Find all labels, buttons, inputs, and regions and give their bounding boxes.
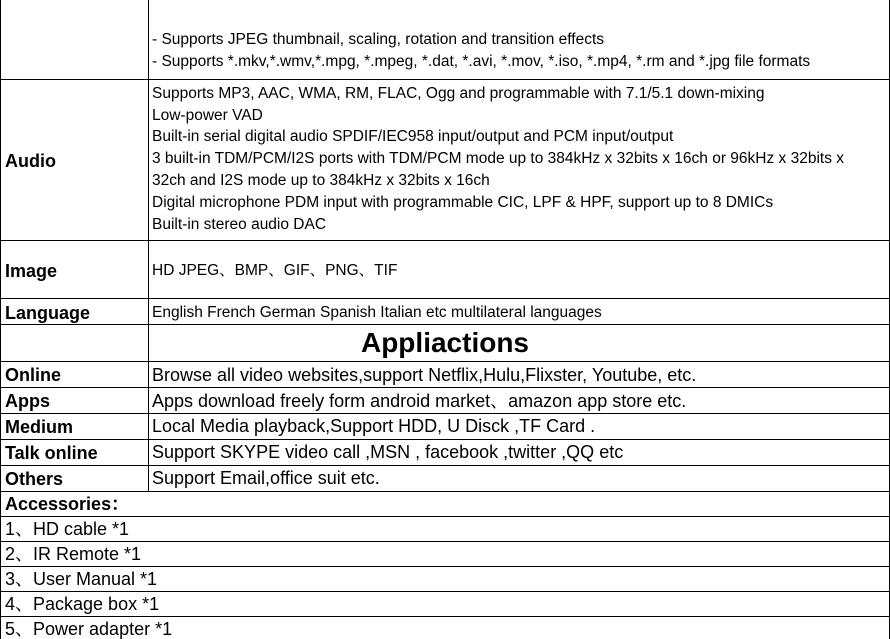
image-value: HD JPEG、BMP、GIF、PNG、TIF bbox=[152, 262, 398, 279]
app-row-label: Others bbox=[5, 469, 64, 489]
app-row-label: Talk online bbox=[5, 443, 98, 463]
row-divider bbox=[0, 516, 890, 517]
accessory-item: 5、Power adapter *1 bbox=[5, 619, 173, 639]
audio-line: Built-in stereo audio DAC bbox=[152, 216, 327, 233]
accessory-item: 3、User Manual *1 bbox=[5, 569, 158, 589]
accessory-item: 4、Package box *1 bbox=[5, 594, 160, 614]
app-row-value: Support Email,office suit etc. bbox=[152, 468, 380, 488]
app-row-label: Online bbox=[5, 365, 62, 385]
row-divider bbox=[0, 491, 890, 492]
accessory-item: 2、IR Remote *1 bbox=[5, 544, 142, 564]
audio-label: Audio bbox=[5, 151, 56, 171]
image-label: Image bbox=[5, 261, 58, 281]
table-left-border bbox=[0, 0, 1, 639]
row-divider bbox=[0, 541, 890, 542]
language-value: English French German Spanish Italian etc multilateral languages bbox=[152, 304, 602, 321]
app-row-label: Medium bbox=[5, 417, 74, 437]
row-divider bbox=[0, 566, 890, 567]
row-divider bbox=[0, 413, 890, 414]
language-label: Language bbox=[5, 303, 91, 323]
column-divider bbox=[148, 0, 149, 492]
audio-line: 3 built-in TDM/PCM/I2S ports with TDM/PCM mode up to 384kHz x 32bits x 16ch or 96kHz x 32bits x bbox=[152, 150, 845, 167]
accessories-title: Accessories： bbox=[5, 494, 130, 514]
row-divider bbox=[0, 387, 890, 388]
audio-line: Built-in serial digital audio SPDIF/IEC958 input/output and PCM input/output bbox=[152, 128, 674, 145]
app-row-value: Browse all video websites,support Netflix,Hulu,Flixster, Youtube, etc. bbox=[152, 365, 697, 385]
audio-line: 32ch and I2S mode up to 384kHz x 32bits x 16ch bbox=[152, 172, 490, 189]
row-divider bbox=[0, 465, 890, 466]
audio-cell bbox=[149, 80, 889, 240]
app-row-value: Local Media playback,Support HDD, U Disck ,TF Card . bbox=[152, 416, 596, 436]
row-divider bbox=[0, 439, 890, 440]
row-divider bbox=[0, 324, 890, 325]
app-row-value: Apps download freely form android market、amazon app store etc. bbox=[152, 391, 687, 411]
audio-line: Digital microphone PDM input with programmable CIC, LPF & HPF, support up to 8 DMICs bbox=[152, 194, 774, 211]
applications-title: Appliactions bbox=[360, 327, 529, 358]
app-row-label: Apps bbox=[5, 391, 50, 411]
row-divider bbox=[0, 240, 890, 241]
row-divider bbox=[0, 591, 890, 592]
video-feature-line: - Supports *.mkv,*.wmv,*.mpg, *.mpeg, *.dat, *.avi, *.mov, *.iso, *.mp4, *.rm and *.jpg file formats bbox=[152, 53, 811, 70]
audio-line: Low-power VAD bbox=[152, 107, 263, 124]
accessory-item: 1、HD cable *1 bbox=[5, 519, 130, 539]
audio-line: Supports MP3, AAC, WMA, RM, FLAC, Ogg and programmable with 7.1/5.1 down-mixing bbox=[152, 85, 765, 102]
row-divider bbox=[0, 361, 890, 362]
video-feature-line: - Supports JPEG thumbnail, scaling, rotation and transition effects bbox=[152, 31, 605, 48]
app-row-value: Support SKYPE video call ,MSN , facebook ,twitter ,QQ etc bbox=[152, 442, 624, 462]
row-divider bbox=[0, 298, 890, 299]
row-divider bbox=[0, 616, 890, 617]
